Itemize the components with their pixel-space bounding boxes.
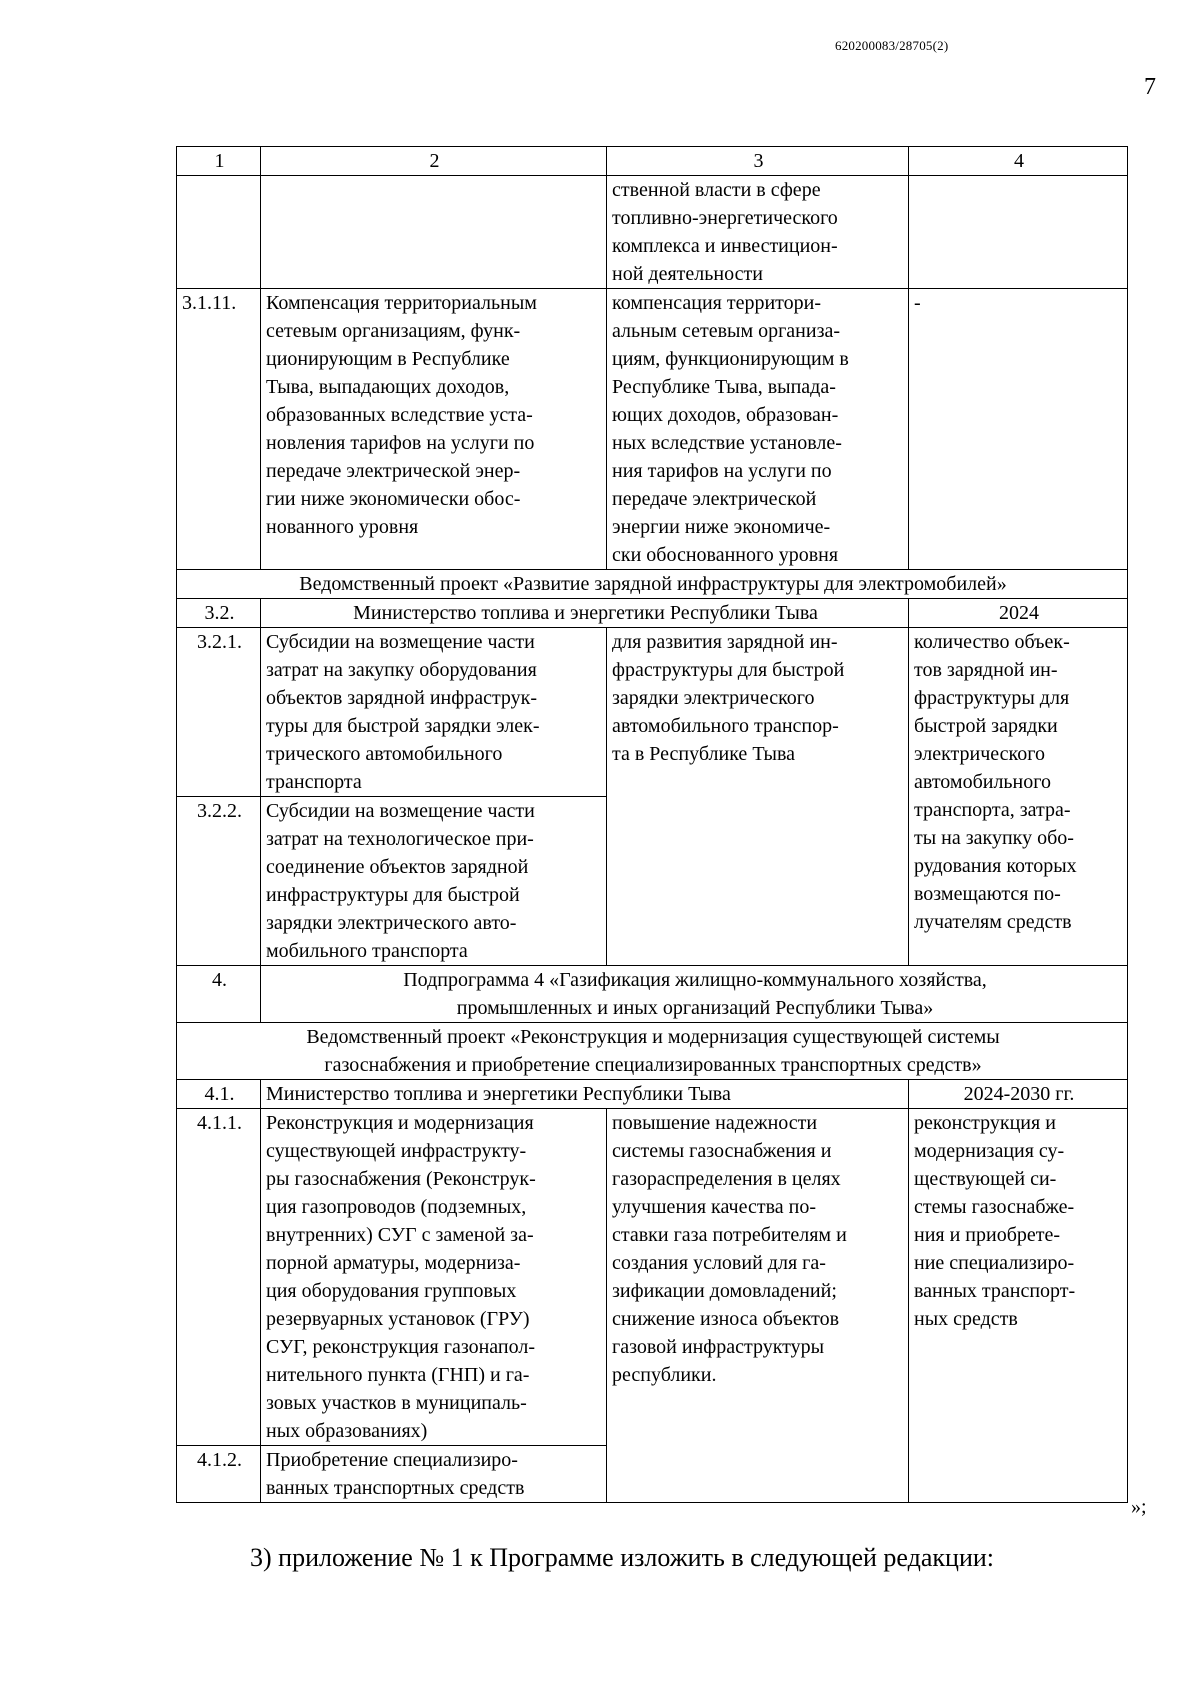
header-row xyxy=(177,147,1128,176)
amendment-paragraph: 3) приложение № 1 к Программе изложить в следующей редакции: xyxy=(250,1543,994,1572)
cell-ministry: Министерство топлива и энергетики Республики Тыва xyxy=(261,599,909,628)
cell-number: 3.2. xyxy=(177,599,261,628)
closing-quote: »; xyxy=(1131,1496,1147,1518)
cell-result: повышение надежности системы газоснабжения и газораспределения в целях улучшения качества по- ставки газа потребителям и создания условий для га- зификации домовладений; снижение износа объектов газовой инфраструктуры республики. xyxy=(607,1109,909,1503)
cell-indicator: количество объек- тов зарядной ин- фраструктуры для быстрой зарядки электрического автомобильного транспорта, затра- ты на закупку обо- рудования которых возмещаются по- лучателям средств xyxy=(909,628,1128,966)
cell-year: 2024-2030 гг. xyxy=(909,1080,1128,1109)
cell-number: 3.2.2. xyxy=(177,797,261,966)
table-row-3-2-1 xyxy=(177,628,1128,797)
cell-measure: Приобретение специализиро- ванных транспортных средств xyxy=(261,1446,607,1503)
cell-number xyxy=(177,176,261,289)
cell-number: 4.1. xyxy=(177,1080,261,1109)
cell-measure: Субсидии на возмещение части затрат на закупку оборудования объектов зарядной инфраструк- туры для быстрой зарядки элек- трического автомобильного транспорта xyxy=(261,628,607,797)
cell-result: для развития зарядной ин- фраструктуры для быстрой зарядки электрического автомобильного транспор- та в Республике Тыва xyxy=(607,628,909,966)
project-heading-row xyxy=(177,1023,1128,1080)
cell-result: компенсация территори- альным сетевым организа- циям, функционирующим в Республике Тыва, выпада- ющих доходов, образован- ных вследствие установле- ния тарифов на услуги по передаче электрической энергии ниже экономиче- ски обоснованного уровня xyxy=(607,289,909,570)
cell-ministry: Министерство топлива и энергетики Республики Тыва xyxy=(261,1080,909,1109)
cell-measure: Реконструкция и модернизация существующей инфраструкту- ры газоснабжения (Реконструк- ция газопроводов (подземных, внутренних) СУГ с заменой за- порной арматуры, модерниза- ция оборудования групповых резервуарных установок (ГРУ) СУГ, реконструкция газонапол- нительного пункта (ГНП) и га- зовых участков в муниципаль- ных образованиях) xyxy=(261,1109,607,1446)
cell-measure: Компенсация территориальным сетевым организациям, функ- ционирующим в Республике Тыва, выпадающих доходов, образованных вследствие уста- новления тарифов на услуги по передаче электрической энер- гии ниже экономически обос- нованного уровня xyxy=(261,289,607,570)
column-header-3: 3 xyxy=(607,147,909,176)
table-row-4-1-1 xyxy=(177,1109,1128,1446)
project-heading-charging: Ведомственный проект «Развитие зарядной инфраструктуры для электромобилей» xyxy=(177,570,1128,599)
table-row-4 xyxy=(177,966,1128,1023)
table-row-continuation xyxy=(177,176,1128,289)
table-row-3-2 xyxy=(177,599,1128,628)
cell-number: 4. xyxy=(177,966,261,1023)
cell-measure: Субсидии на возмещение части затрат на технологическое при- соединение объектов зарядной инфраструктуры для быстрой зарядки электрического авто- мобильного транспорта xyxy=(261,797,607,966)
column-header-4: 4 xyxy=(909,147,1128,176)
cell-measure xyxy=(261,176,607,289)
column-header-2: 2 xyxy=(261,147,607,176)
table-row-3-1-11 xyxy=(177,289,1128,570)
project-heading-gas: Ведомственный проект «Реконструкция и модернизация существующей системы газоснабжения и приобретение специализированных транспортных средств» xyxy=(177,1023,1128,1080)
project-heading-row xyxy=(177,570,1128,599)
cell-number: 3.1.11. xyxy=(177,289,261,570)
cell-indicator xyxy=(909,176,1128,289)
cell-indicator: реконструкция и модернизация су- ществующей си- стемы газоснабже- ния и приобрете- ние специализиро- ванных транспорт- ных средств xyxy=(909,1109,1128,1503)
cell-number: 4.1.2. xyxy=(177,1446,261,1503)
page-number: 7 xyxy=(1144,74,1156,100)
cell-year: 2024 xyxy=(909,599,1128,628)
cell-number: 3.2.1. xyxy=(177,628,261,797)
program-table xyxy=(176,146,1128,1503)
cell-number: 4.1.1. xyxy=(177,1109,261,1446)
column-header-1: 1 xyxy=(177,147,261,176)
document-id: 620200083/28705(2) xyxy=(835,38,949,53)
cell-result: ственной власти в сфере топливно-энергетического комплекса и инвестицион- ной деятельности xyxy=(607,176,909,289)
subprogram-heading: Подпрограмма 4 «Газификация жилищно-коммунального хозяйства, промышленных и иных организаций Республики Тыва» xyxy=(261,966,1128,1023)
cell-indicator: - xyxy=(909,289,1128,570)
table-row-4-1 xyxy=(177,1080,1128,1109)
